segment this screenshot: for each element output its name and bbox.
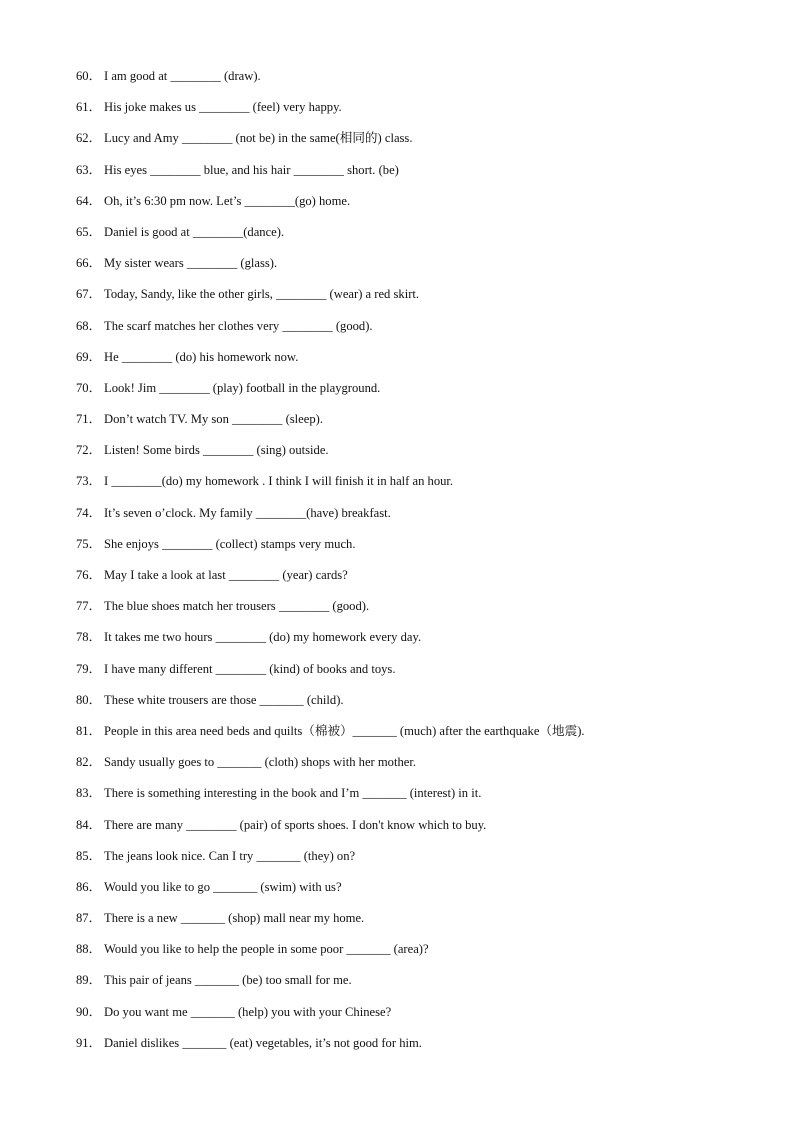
question-number: 82． <box>76 755 102 770</box>
question-item <box>76 750 756 781</box>
question-number: 89． <box>76 973 102 988</box>
question-text: There are many ________ (pair) of sports shoes. I don't know which to buy. <box>104 817 487 832</box>
question-number: 80． <box>76 692 102 707</box>
question-number: 70． <box>76 380 102 395</box>
question-item <box>76 126 756 157</box>
question-text: It takes me two hours ________ (do) my homework every day. <box>104 630 422 645</box>
question-text: I am good at ________ (draw). <box>104 69 261 83</box>
question-number: 86． <box>76 879 102 894</box>
question-item <box>76 345 756 376</box>
question-number: 72． <box>76 443 102 458</box>
question-item <box>76 968 756 999</box>
question-number: 88． <box>76 942 102 957</box>
question-item <box>76 1031 756 1062</box>
question-item <box>76 532 756 563</box>
question-item <box>76 844 756 875</box>
question-number: 83． <box>76 786 102 801</box>
question-number: 73． <box>76 474 102 489</box>
question-text: Today, Sandy, like the other girls, ________ (wear) a red skirt. <box>104 287 420 302</box>
question-item <box>76 251 756 282</box>
question-text: People in this area need beds and quilts（棉被）_______ (much) after the earthquake（地震). <box>104 723 585 738</box>
question-number: 60． <box>76 69 102 83</box>
question-number: 71． <box>76 412 102 427</box>
question-number: 77． <box>76 599 102 614</box>
question-number: 90． <box>76 1004 102 1019</box>
question-text: She enjoys ________ (collect) stamps very much. <box>104 536 356 551</box>
question-number: 64． <box>76 193 102 208</box>
question-text: There is a new _______ (shop) mall near my home. <box>104 911 365 926</box>
question-text: Would you like to help the people in some poor _______ (area)? <box>104 942 429 957</box>
question-item <box>76 64 756 95</box>
question-item <box>76 719 756 750</box>
question-text: He ________ (do) his homework now. <box>104 349 299 364</box>
question-text: Lucy and Amy ________ (not be) in the same(相同的) class. <box>104 131 413 146</box>
question-item <box>76 937 756 968</box>
question-text: I ________(do) my homework . I think I will finish it in half an hour. <box>104 474 454 489</box>
question-item <box>76 781 756 812</box>
question-item <box>76 1000 756 1031</box>
question-number: 63． <box>76 162 102 177</box>
question-item <box>76 688 756 719</box>
question-text: There is something interesting in the book and I’m _______ (interest) in it. <box>104 786 482 801</box>
question-item <box>76 282 756 313</box>
question-item <box>76 813 756 844</box>
question-number: 76． <box>76 568 102 582</box>
question-item <box>76 158 756 189</box>
question-text: Look! Jim ________ (play) football in the playground. <box>104 380 381 395</box>
question-item <box>76 438 756 469</box>
question-text: His joke makes us ________ (feel) very happy. <box>104 100 342 115</box>
question-text: Oh, it’s 6:30 pm now. Let’s ________(go) home. <box>104 193 351 208</box>
question-number: 68． <box>76 318 102 333</box>
question-text: May I take a look at last ________ (year) cards? <box>104 568 348 582</box>
question-item <box>76 189 756 220</box>
question-text: This pair of jeans _______ (be) too small for me. <box>104 973 352 988</box>
question-text: Do you want me _______ (help) you with your Chinese? <box>104 1004 392 1019</box>
question-number: 79． <box>76 661 102 676</box>
question-text: It’s seven o’clock. My family ________(have) breakfast. <box>104 505 391 520</box>
question-item <box>76 501 756 532</box>
question-text: These white trousers are those _______ (child). <box>104 692 344 707</box>
question-item <box>76 220 756 251</box>
question-text: The scarf matches her clothes very ________ (good). <box>104 318 373 333</box>
question-text: His eyes ________ blue, and his hair ________ short. (be) <box>104 162 399 177</box>
question-number: 85． <box>76 848 102 863</box>
question-number: 87． <box>76 911 102 926</box>
question-number: 66． <box>76 256 102 271</box>
question-number: 65． <box>76 224 102 239</box>
question-text: Would you like to go _______ (swim) with us? <box>104 879 342 894</box>
question-item <box>76 906 756 937</box>
question-item <box>76 407 756 438</box>
question-item <box>76 469 756 500</box>
question-item <box>76 314 756 345</box>
question-text: Daniel dislikes _______ (eat) vegetables, it’s not good for him. <box>104 1035 422 1050</box>
question-item <box>76 875 756 906</box>
question-text: My sister wears ________ (glass). <box>104 256 278 271</box>
question-number: 67． <box>76 287 102 302</box>
question-text: Listen! Some birds ________ (sing) outside. <box>104 443 329 458</box>
question-number: 78． <box>76 630 102 645</box>
question-number: 74． <box>76 505 102 520</box>
question-number: 84． <box>76 817 102 832</box>
question-text: The jeans look nice. Can I try _______ (they) on? <box>104 848 356 863</box>
question-text: Sandy usually goes to _______ (cloth) shops with her mother. <box>104 755 417 770</box>
question-number: 62． <box>76 131 102 146</box>
question-number: 81． <box>76 723 102 738</box>
question-text: The blue shoes match her trousers ________ (good). <box>104 599 370 614</box>
question-item <box>76 376 756 407</box>
question-text: Don’t watch TV. My son ________ (sleep). <box>104 412 323 427</box>
question-item <box>76 563 756 594</box>
question-item <box>76 625 756 656</box>
question-item <box>76 657 756 688</box>
question-number: 91． <box>76 1035 102 1050</box>
question-number: 61． <box>76 100 102 115</box>
question-number: 75． <box>76 536 102 551</box>
question-list <box>76 64 756 1062</box>
question-text: I have many different ________ (kind) of books and toys. <box>104 661 396 676</box>
question-number: 69． <box>76 349 102 364</box>
question-item <box>76 95 756 126</box>
question-text: Daniel is good at ________(dance). <box>104 224 285 239</box>
question-item <box>76 594 756 625</box>
